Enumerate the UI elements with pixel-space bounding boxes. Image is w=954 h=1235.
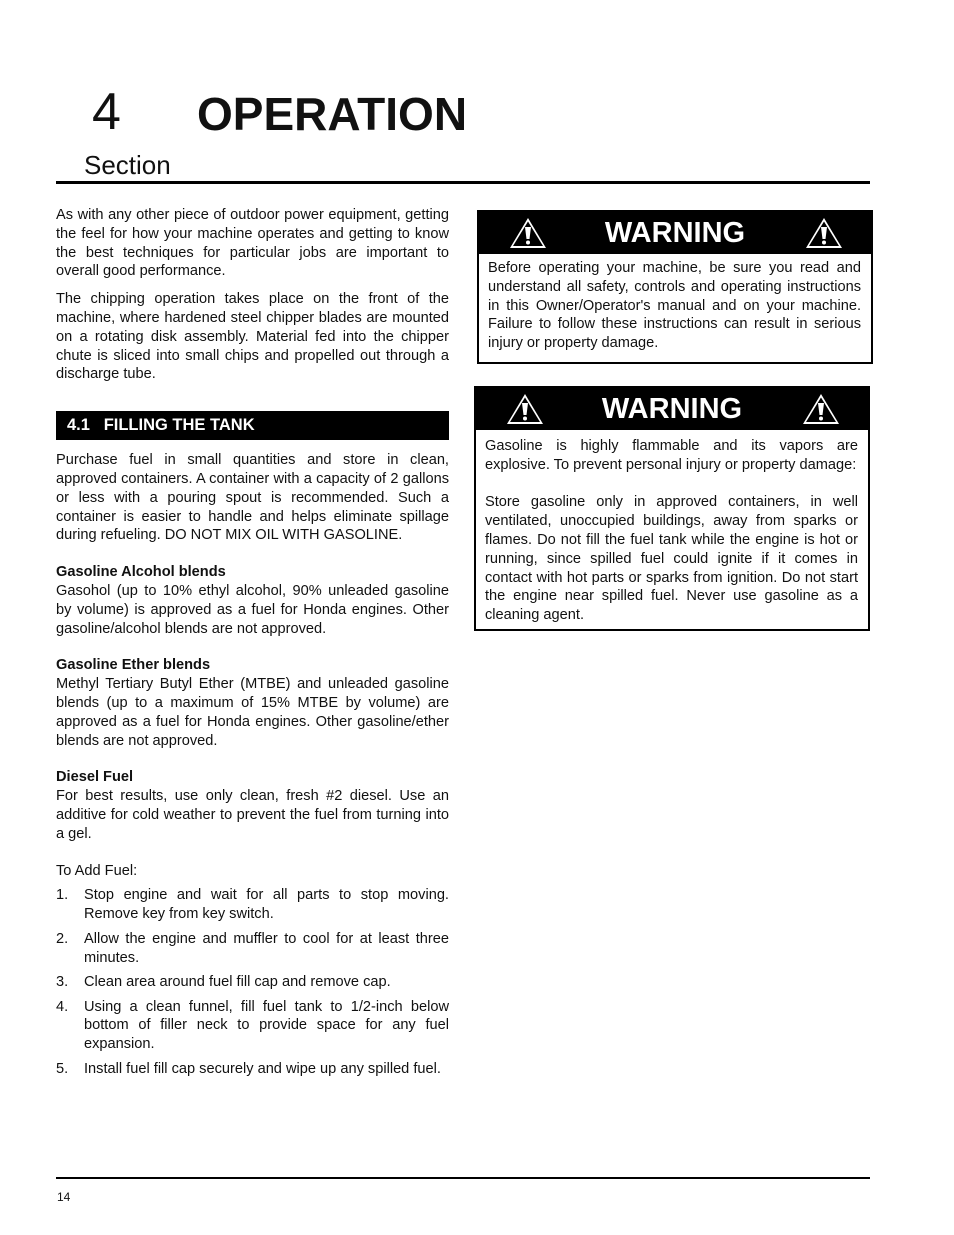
ether-blends-text: Methyl Tertiary Butyl Ether (MTBE) and unleaded gasoline blends (up to a maximum of 15% MTBE by volume) are approved as a fuel for Honda engines. Other gasoline/ether blends are not approved. (56, 676, 449, 749)
warning-title: WARNING (601, 393, 743, 425)
diesel-heading: Diesel Fuel (56, 769, 134, 786)
warning-body (476, 430, 868, 625)
section-heading-filling-tank: 4.1 FILLING THE TANK (56, 411, 449, 440)
left-column (56, 206, 449, 1084)
diesel-block (56, 768, 449, 843)
warning-triangle-icon (804, 216, 844, 250)
ether-blends-block (56, 656, 449, 750)
warning-text: Before operating your machine, be sure you read and understand all safety, controls and operating instructions in this Owner/Operator's manual and on your machine. Failure to follow these instructions can result in serious injury or property damage. (488, 260, 861, 352)
step-number: 3. (56, 974, 69, 991)
step-text: Install fuel fill cap securely and wipe up any spilled fuel. (84, 1060, 441, 1077)
warning-triangle-icon (801, 392, 841, 426)
step-text: Stop engine and wait for all parts to stop moving. Remove key from key switch. (84, 887, 449, 923)
alcohol-blends-block (56, 563, 449, 638)
alcohol-blends-text: Gasohol (up to 10% ethyl alcohol, 90% unleaded gasoline by volume) is approved as a fuel for Honda engines. Other gasoline/alcohol blends are not approved. (56, 582, 449, 637)
list-item (56, 1060, 449, 1079)
intro-paragraph-1: As with any other piece of outdoor power equipment, getting the feel for how your machine operates and getting to know the best techniques for particular jobs are important to overall good performance. (56, 207, 449, 280)
step-number: 5. (56, 1060, 69, 1077)
list-item (56, 886, 449, 924)
ether-blends-heading: Gasoline Ether blends (56, 657, 211, 674)
warning-text: Gasoline is highly flammable and its vapors are explosive. To prevent personal injury or property damage: (485, 438, 858, 473)
header-rule (56, 181, 870, 184)
diesel-text: For best results, use only clean, fresh #2 diesel. Use an additive for cold weather to prevent the fuel from turning into a gel. (56, 788, 449, 842)
list-item (56, 998, 449, 1054)
step-text: Using a clean funnel, fill fuel tank to 1/2-inch below bottom of filler neck to provide space for any fuel expansion. (84, 998, 449, 1053)
warning-header (476, 388, 868, 430)
steps-intro: To Add Fuel: (56, 862, 138, 879)
step-number: 4. (56, 998, 69, 1015)
intro-paragraph-2: The chipping operation takes place on the front of the machine, where hardened steel chipper blades are mounted on a rotating disk assembly. Material fed into the chipper chute is sliced into small chips and propelled out through a discharge tube. (56, 291, 449, 383)
chapter-title: OPERATION (197, 88, 468, 140)
alcohol-blends-heading: Gasoline Alcohol blends (56, 564, 226, 581)
warning-text: Store gasoline only in approved containers, in well ventilated, unoccupied buildings, away from sparks or flames. Do not fill the fuel tank while the engine is hot or running, since spilled fuel could ignite if it comes in contact with hot parts or sparks from ignition. Do not start the engine near spilled fuel. Never use gasoline as a cleaning agent. (485, 494, 858, 624)
list-item (56, 930, 449, 968)
warning-box-gasoline (474, 386, 870, 631)
footer-rule (56, 1177, 870, 1179)
chapter-number: 4 (92, 83, 121, 141)
warning-header (479, 212, 871, 254)
warning-box-operating (477, 210, 873, 364)
step-text: Allow the engine and muffler to cool for at least three minutes. (84, 930, 449, 966)
list-item (56, 973, 449, 992)
fuel-paragraph: Purchase fuel in small quantities and store in clean, approved containers. A container with a capacity of 2 gallons or less with a pouring spout is recommended. Such a container is easier to handle and helps eliminate spillage during refueling. DO NOT MIX OIL WITH GASOLINE. (56, 452, 449, 544)
step-text: Clean area around fuel fill cap and remove cap. (84, 974, 391, 991)
step-number: 2. (56, 930, 69, 947)
page-number: 14 (57, 1190, 71, 1204)
step-number: 1. (56, 887, 69, 904)
section-label: Section (84, 150, 171, 180)
warning-body (479, 254, 871, 353)
add-fuel-steps (56, 886, 449, 1078)
warning-title: WARNING (604, 217, 746, 249)
